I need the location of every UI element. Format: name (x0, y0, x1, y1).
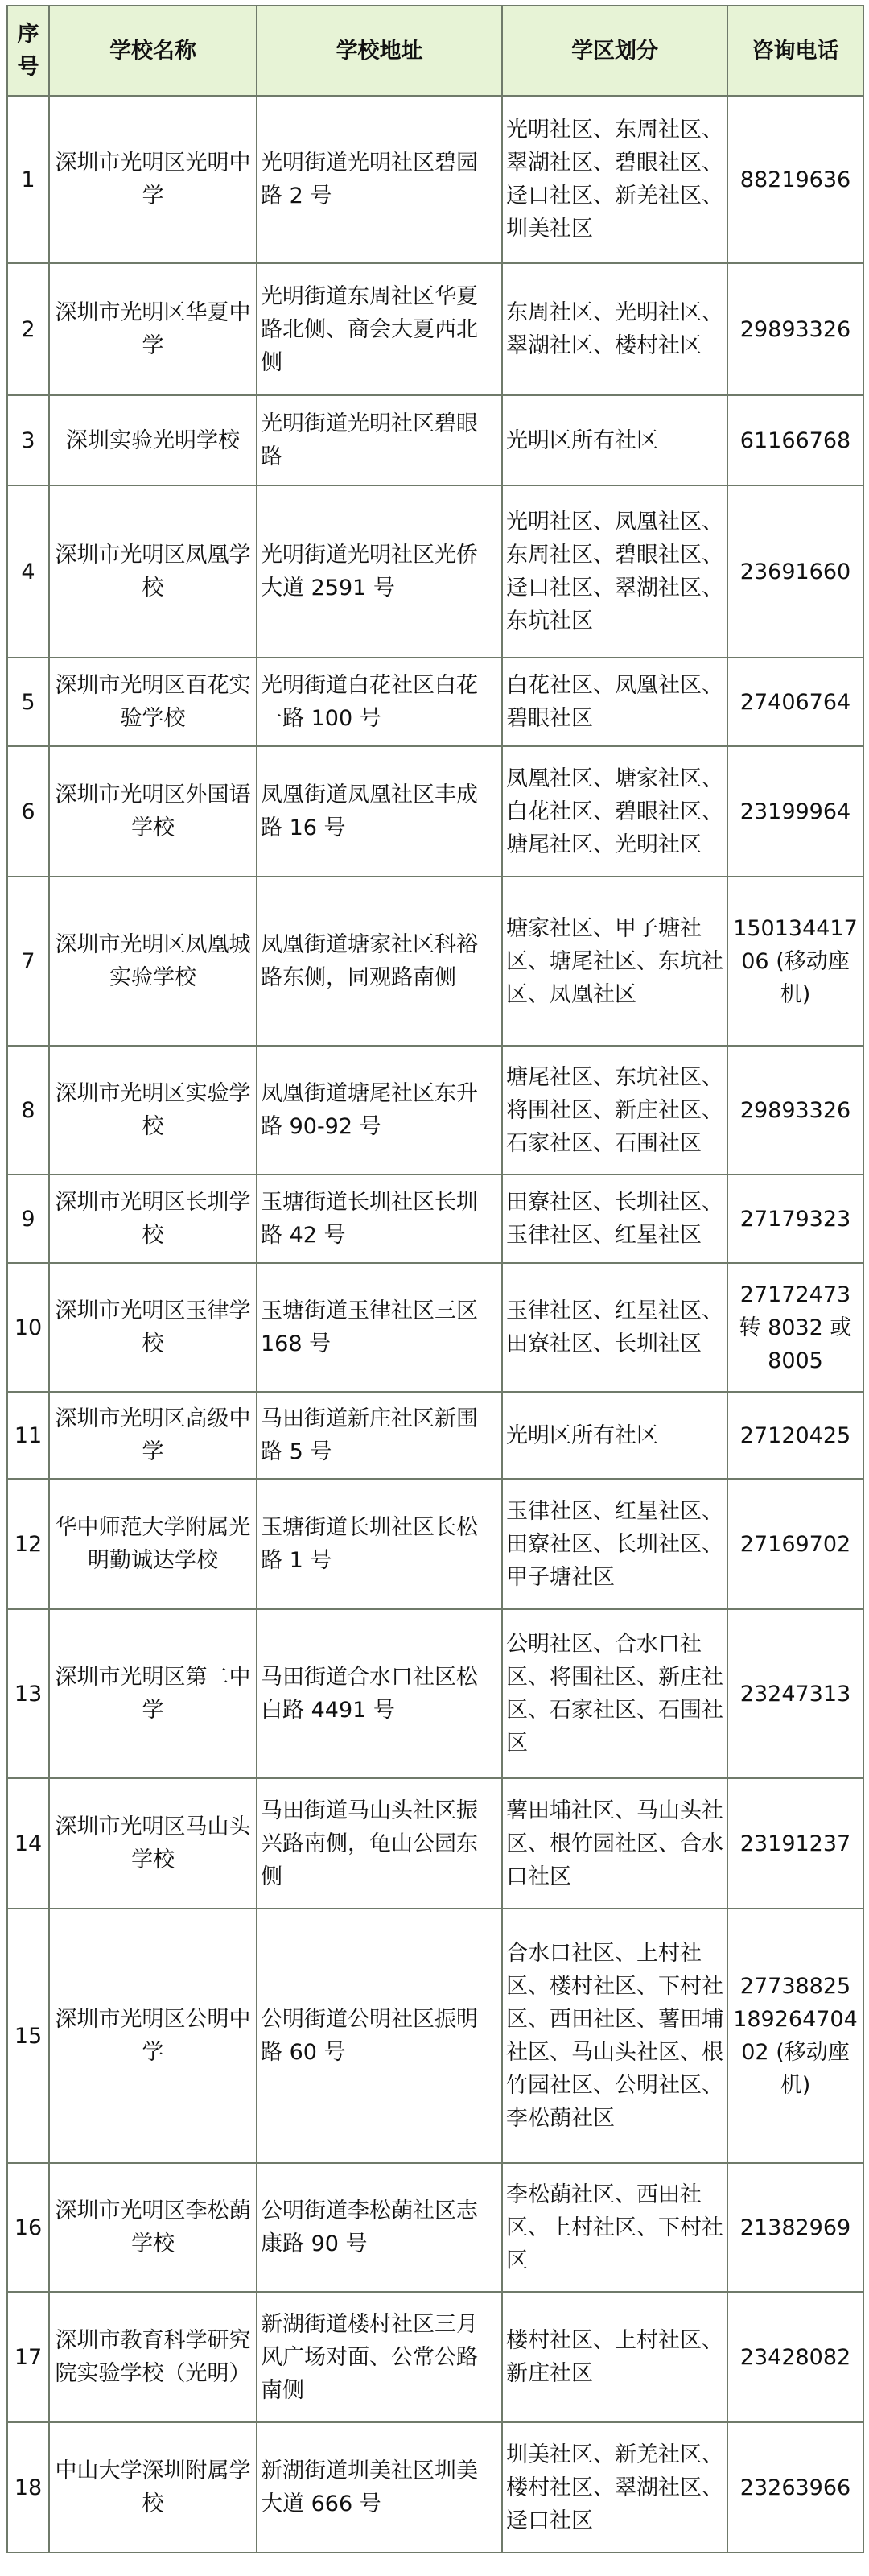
school-address: 新湖街道楼村社区三月风广场对面、公常公路南侧 (257, 2292, 502, 2422)
school-phone: 23428082 (727, 2292, 863, 2422)
school-name: 深圳市光明区凤凰城实验学校 (49, 877, 257, 1046)
school-address: 公明街道李松蓢社区志康路 90 号 (257, 2163, 502, 2292)
school-address: 玉塘街道长圳社区长圳路 42 号 (257, 1174, 502, 1263)
school-phone: 27406764 (727, 658, 863, 746)
row-index: 15 (7, 1909, 49, 2163)
table-row (7, 877, 863, 1046)
school-address: 光明街道光明社区碧园路 2 号 (257, 96, 502, 263)
row-index: 12 (7, 1479, 49, 1609)
school-district: 玉律社区、红星社区、田寮社区、长圳社区 (502, 1263, 727, 1392)
school-name: 深圳市光明区长圳学校 (49, 1174, 257, 1263)
school-phone: 27169702 (727, 1479, 863, 1609)
school-district: 光明区所有社区 (502, 1392, 727, 1479)
school-address: 光明街道光明社区碧眼路 (257, 395, 502, 485)
school-address: 新湖街道圳美社区圳美大道 666 号 (257, 2422, 502, 2553)
school-phone: 27172473 转 8032 或 8005 (727, 1263, 863, 1392)
school-name: 中山大学深圳附属学校 (49, 2422, 257, 2553)
table-header-row (7, 6, 863, 96)
row-index: 1 (7, 96, 49, 263)
row-index: 18 (7, 2422, 49, 2553)
school-address: 光明街道白花社区白花一路 100 号 (257, 658, 502, 746)
school-phone: 29893326 (727, 1046, 863, 1174)
school-district: 光明社区、东周社区、翠湖社区、碧眼社区、迳口社区、新羌社区、圳美社区 (502, 96, 727, 263)
school-district: 公明社区、合水口社区、将围社区、新庄社区、石家社区、石围社区 (502, 1609, 727, 1778)
school-address: 玉塘街道玉律社区三区 168 号 (257, 1263, 502, 1392)
school-district: 合水口社区、上村社区、楼村社区、下村社区、西田社区、薯田埔社区、马山头社区、根竹园社区、公明社区、李松蓢社区 (502, 1909, 727, 2163)
row-index: 2 (7, 263, 49, 395)
row-index: 16 (7, 2163, 49, 2292)
school-district: 楼村社区、上村社区、新庄社区 (502, 2292, 727, 2422)
school-address: 凤凰街道塘家社区科裕路东侧，同观路南侧 (257, 877, 502, 1046)
school-district: 光明社区、凤凰社区、东周社区、碧眼社区、迳口社区、翠湖社区、东坑社区 (502, 485, 727, 658)
table-row (7, 1778, 863, 1909)
school-name: 深圳市光明区高级中学 (49, 1392, 257, 1479)
header-district: 学区划分 (502, 6, 727, 96)
school-address: 光明街道光明社区光侨大道 2591 号 (257, 485, 502, 658)
table-row (7, 2163, 863, 2292)
row-index: 10 (7, 1263, 49, 1392)
header-school-address: 学校地址 (257, 6, 502, 96)
school-district: 光明区所有社区 (502, 395, 727, 485)
school-district: 塘家社区、甲子塘社区、塘尾社区、东坑社区、凤凰社区 (502, 877, 727, 1046)
school-address: 马田街道马山头社区振兴路南侧，龟山公园东侧 (257, 1778, 502, 1909)
school-phone: 27179323 (727, 1174, 863, 1263)
school-phone: 27120425 (727, 1392, 863, 1479)
school-district-table (6, 5, 864, 2553)
school-name: 深圳市教育科学研究院实验学校（光明） (49, 2292, 257, 2422)
school-phone: 88219636 (727, 96, 863, 263)
school-phone: 23199964 (727, 746, 863, 877)
row-index: 9 (7, 1174, 49, 1263)
school-district: 塘尾社区、东坑社区、将围社区、新庄社区、石家社区、石围社区 (502, 1046, 727, 1174)
header-phone: 咨询电话 (727, 6, 863, 96)
school-address: 玉塘街道长圳社区长松路 1 号 (257, 1479, 502, 1609)
school-name: 深圳市光明区马山头学校 (49, 1778, 257, 1909)
table-row (7, 1263, 863, 1392)
row-index: 17 (7, 2292, 49, 2422)
school-district: 薯田埔社区、马山头社区、根竹园社区、合水口社区 (502, 1778, 727, 1909)
table-row (7, 2292, 863, 2422)
school-name: 深圳市光明区凤凰学校 (49, 485, 257, 658)
school-phone: 61166768 (727, 395, 863, 485)
school-address: 马田街道新庄社区新围路 5 号 (257, 1392, 502, 1479)
school-district: 玉律社区、红星社区、田寮社区、长圳社区、甲子塘社区 (502, 1479, 727, 1609)
school-name: 深圳市光明区外国语学校 (49, 746, 257, 877)
row-index: 3 (7, 395, 49, 485)
school-name: 深圳市光明区第二中学 (49, 1609, 257, 1778)
table-row (7, 1479, 863, 1609)
school-address: 公明街道公明社区振明路 60 号 (257, 1909, 502, 2163)
row-index: 4 (7, 485, 49, 658)
school-address: 马田街道合水口社区松白路 4491 号 (257, 1609, 502, 1778)
table-row (7, 1609, 863, 1778)
table-row (7, 2422, 863, 2553)
school-district: 圳美社区、新羌社区、楼村社区、翠湖社区、迳口社区 (502, 2422, 727, 2553)
school-name: 深圳市光明区玉律学校 (49, 1263, 257, 1392)
school-phone: 23691660 (727, 485, 863, 658)
school-name: 深圳市光明区公明中学 (49, 1909, 257, 2163)
table-row (7, 1392, 863, 1479)
school-name: 深圳市光明区实验学校 (49, 1046, 257, 1174)
school-district: 田寮社区、长圳社区、玉律社区、红星社区 (502, 1174, 727, 1263)
row-index: 6 (7, 746, 49, 877)
table-row (7, 485, 863, 658)
school-phone: 15013441706 (移动座机) (727, 877, 863, 1046)
school-name: 华中师范大学附属光明勤诚达学校 (49, 1479, 257, 1609)
row-index: 13 (7, 1609, 49, 1778)
school-district: 李松蓢社区、西田社区、上村社区、下村社区 (502, 2163, 727, 2292)
table-row (7, 96, 863, 263)
header-school-name: 学校名称 (49, 6, 257, 96)
school-address: 凤凰街道塘尾社区东升路 90-92 号 (257, 1046, 502, 1174)
table-row (7, 1174, 863, 1263)
row-index: 8 (7, 1046, 49, 1174)
school-name: 深圳实验光明学校 (49, 395, 257, 485)
table-row (7, 658, 863, 746)
school-address: 凤凰街道凤凰社区丰成路 16 号 (257, 746, 502, 877)
school-phone: 23247313 (727, 1609, 863, 1778)
table-row (7, 263, 863, 395)
school-name: 深圳市光明区华夏中学 (49, 263, 257, 395)
school-phone: 23191237 (727, 1778, 863, 1909)
header-index: 序号 (7, 6, 49, 96)
table-row (7, 395, 863, 485)
school-district: 凤凰社区、塘家社区、白花社区、碧眼社区、塘尾社区、光明社区 (502, 746, 727, 877)
school-phone: 23263966 (727, 2422, 863, 2553)
table-row (7, 746, 863, 877)
row-index: 11 (7, 1392, 49, 1479)
table-row (7, 1046, 863, 1174)
table-row (7, 1909, 863, 2163)
school-district: 东周社区、光明社区、翠湖社区、楼村社区 (502, 263, 727, 395)
school-phone: 21382969 (727, 2163, 863, 2292)
row-index: 14 (7, 1778, 49, 1909)
school-name: 深圳市光明区光明中学 (49, 96, 257, 263)
school-name: 深圳市光明区百花实验学校 (49, 658, 257, 746)
school-address: 光明街道东周社区华夏路北侧、商会大夏西北侧 (257, 263, 502, 395)
school-phone: 29893326 (727, 263, 863, 395)
school-district: 白花社区、凤凰社区、碧眼社区 (502, 658, 727, 746)
school-name: 深圳市光明区李松蓢学校 (49, 2163, 257, 2292)
school-phone: 27738825 18926470402 (移动座机) (727, 1909, 863, 2163)
row-index: 5 (7, 658, 49, 746)
row-index: 7 (7, 877, 49, 1046)
